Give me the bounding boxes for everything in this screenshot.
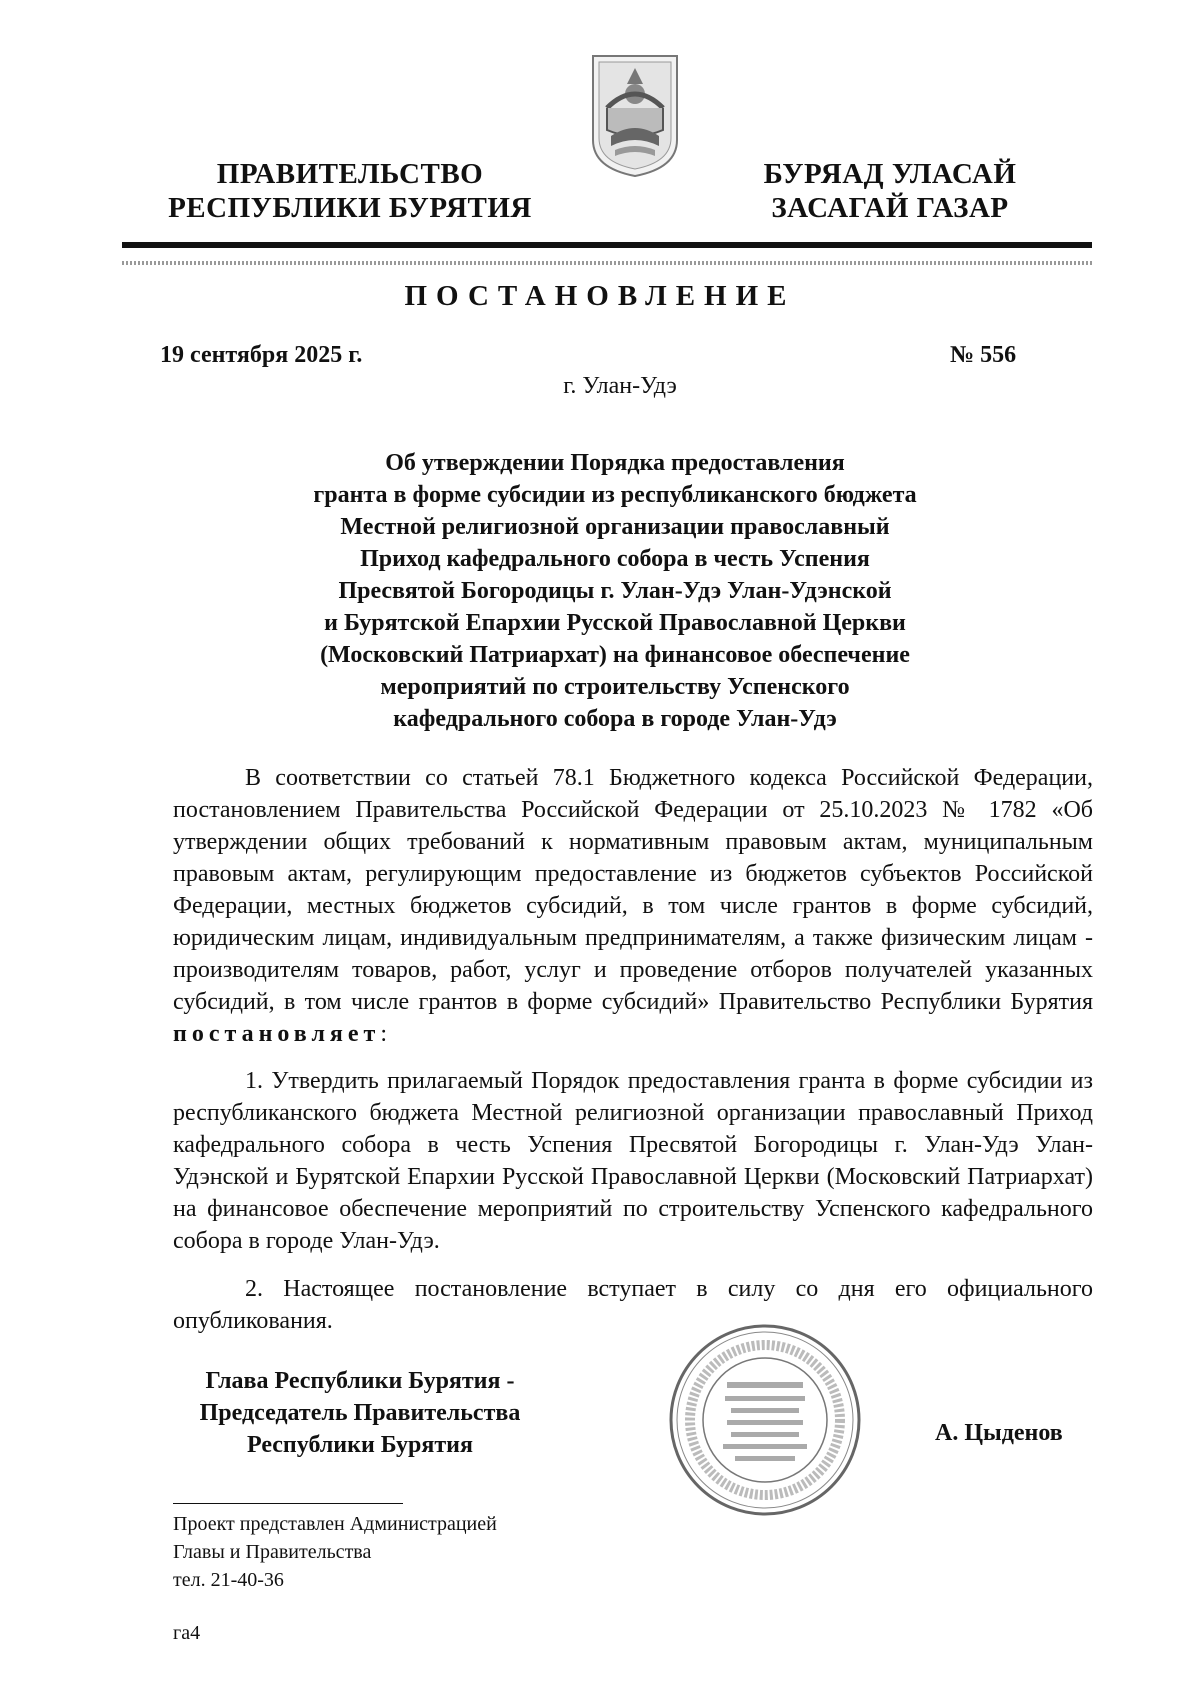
header-divider-thick bbox=[122, 242, 1092, 248]
preamble-text: В соответствии со статьей 78.1 Бюджетного кодекса Российской Федерации, постановлением Правительства Российской Федерации от 25.10.2023 № 1782 «Об утверждении общих требований к нормативным правовым актам, муниципальным правовым актам, регулирующим предоставление из бюджетов субъектов Российской Федерации, местных бюджетов субсидий, в том числе грантов в форме субсидий, юридическим лицам, индивидуальным предпринимателям, а также физическим лицам - производителям товаров, работ, услуг и проведение отборов получателей указанных субсидий, в том числе грантов в форме субсидий» Правительство Республики Бурятия bbox=[173, 765, 1093, 1015]
title-line: Местной религиозной организации православный bbox=[340, 514, 890, 540]
document-type: ПОСТАНОВЛЕНИЕ bbox=[404, 280, 796, 312]
coat-of-arms-icon bbox=[585, 50, 685, 180]
title-line: Об утверждении Порядка предоставления bbox=[385, 450, 845, 476]
title-line: Пресвятой Богородицы г. Улан-Удэ Улан-Удэнской bbox=[338, 578, 892, 604]
document-code: га4 bbox=[173, 1622, 201, 1644]
item-2-paragraph: 2. Настоящее постановление вступает в силу со дня его официального опубликования. bbox=[173, 1276, 1093, 1334]
footnote-divider bbox=[173, 1503, 403, 1504]
signatory-name: А. Цыденов bbox=[935, 1420, 1063, 1446]
title-line: гранта в форме субсидии из республиканского бюджета bbox=[313, 482, 917, 508]
document-date: 19 сентября 2025 г. bbox=[160, 342, 363, 368]
official-seal-icon bbox=[665, 1320, 865, 1520]
document-title bbox=[250, 447, 980, 735]
title-line: и Бурятской Епархии Русской Православной Церкви bbox=[324, 610, 906, 636]
government-name-buryat: БУРЯАД УЛАСАЙ ЗАСАГАЙ ГАЗАР bbox=[763, 158, 1017, 224]
footnote: Проект представлен Администрацией Главы и Правительства тел. 21-40-36 bbox=[173, 1513, 497, 1591]
title-line: Приход кафедрального собора в честь Успения bbox=[360, 546, 870, 572]
header-divider-thin bbox=[122, 261, 1092, 265]
signatory-title: Глава Республики Бурятия - Председатель Правительства Республики Бурятия bbox=[199, 1368, 521, 1458]
document-city: г. Улан-Удэ bbox=[563, 373, 677, 399]
title-line: мероприятий по строительству Успенского bbox=[380, 674, 850, 700]
government-name-russian: ПРАВИТЕЛЬСТВО РЕСПУБЛИКИ БУРЯТИЯ bbox=[168, 158, 532, 224]
title-line: (Московский Патриархат) на финансовое обеспечение bbox=[320, 642, 910, 668]
decree-colon: : bbox=[380, 1021, 387, 1047]
document-number: № 556 bbox=[950, 342, 1017, 368]
title-line: кафедрального собора в городе Улан-Удэ bbox=[393, 706, 837, 732]
item-1-paragraph: 1. Утвердить прилагаемый Порядок предоставления гранта в форме субсидии из республиканского бюджета Местной религиозной организации православный Приход кафедрального собора в честь Успения Пресвятой Богородицы г. Улан-Удэ Улан-Удэнской и Бурятской Епархии Русской Православной Церкви (Московский Патриархат) на финансовое обеспечение мероприятий по строительству Успенского кафедрального собора в городе Улан-Удэ. bbox=[173, 1068, 1093, 1254]
decree-word: постановляет bbox=[173, 1021, 381, 1047]
preamble-paragraph bbox=[173, 762, 1093, 1050]
